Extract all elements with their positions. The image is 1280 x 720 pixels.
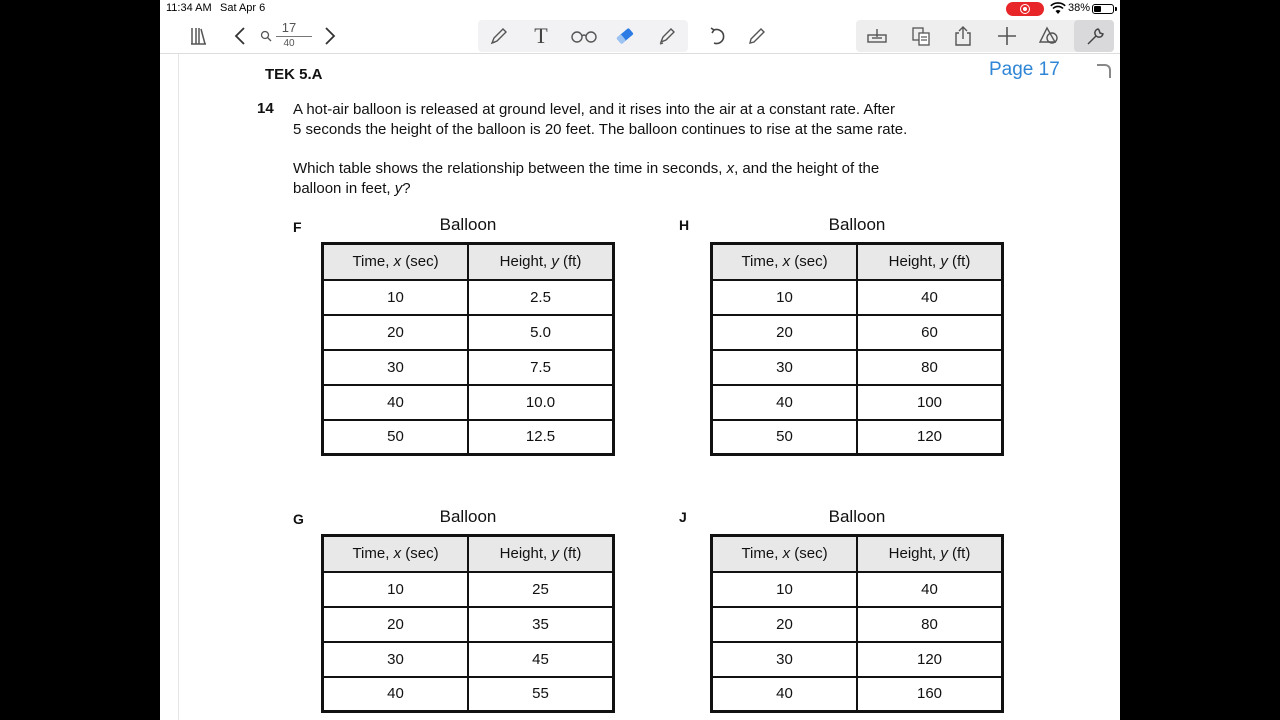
cell-height: 35 — [468, 607, 614, 642]
cell-height: 120 — [857, 420, 1003, 455]
cell-height: 60 — [857, 315, 1003, 350]
cell-time: 30 — [323, 350, 469, 385]
header-height: Height, y (ft) — [857, 536, 1003, 572]
cell-time: 40 — [712, 677, 858, 712]
table-row — [323, 280, 614, 315]
share-icon[interactable] — [950, 24, 976, 48]
back-chevron-icon[interactable] — [228, 24, 254, 48]
question-prompt — [293, 159, 1053, 199]
pen-icon[interactable] — [486, 24, 512, 48]
cell-height: 45 — [468, 642, 614, 677]
question-line-1: A hot-air balloon is released at ground level, and it rises into the air at a constant rate. After — [293, 101, 896, 118]
table-row — [712, 420, 1003, 455]
table-title-h: Balloon — [828, 215, 886, 234]
undo-icon[interactable] — [704, 24, 730, 48]
cell-height: 40 — [857, 280, 1003, 315]
cell-time: 30 — [712, 350, 858, 385]
cell-time: 50 — [323, 420, 469, 455]
highlighter-icon[interactable] — [654, 24, 680, 48]
table-row — [712, 315, 1003, 350]
choice-letter-h[interactable]: H — [679, 217, 690, 233]
table-row — [712, 677, 1003, 712]
table-row — [712, 607, 1003, 642]
cell-time: 10 — [323, 572, 469, 607]
table-row — [712, 385, 1003, 420]
cell-height: 25 — [468, 572, 614, 607]
header-height: Height, y (ft) — [468, 536, 614, 572]
search-icon[interactable] — [260, 30, 272, 42]
cell-time: 20 — [323, 607, 469, 642]
question-number: 14 — [257, 100, 274, 117]
screen-record-icon[interactable] — [1006, 2, 1044, 16]
choice-letter-g[interactable]: G — [293, 511, 304, 527]
prompt-part: balloon in feet, — [293, 180, 395, 197]
table-row — [712, 350, 1003, 385]
cell-height: 5.0 — [468, 315, 614, 350]
cell-time: 30 — [323, 642, 469, 677]
choice-letter-f[interactable]: F — [293, 219, 302, 235]
page-indicator[interactable] — [256, 19, 314, 53]
cell-height: 55 — [468, 677, 614, 712]
reading-glasses-icon[interactable] — [568, 24, 600, 48]
table-row — [323, 607, 614, 642]
tek-heading: TEK 5.A — [265, 66, 323, 83]
cell-time: 20 — [323, 315, 469, 350]
cell-height: 2.5 — [468, 280, 614, 315]
choice-letter-j[interactable]: J — [679, 509, 687, 525]
table-title-f: Balloon — [439, 215, 497, 234]
cell-time: 10 — [712, 572, 858, 607]
page-label: Page 17 — [989, 59, 1060, 80]
page-current: 17 — [281, 20, 297, 35]
cell-time: 30 — [712, 642, 858, 677]
cell-height: 120 — [857, 642, 1003, 677]
cell-time: 40 — [323, 677, 469, 712]
prompt-var-y: y — [394, 180, 403, 197]
table-choice-j — [710, 534, 1004, 713]
library-icon[interactable] — [186, 24, 212, 48]
header-height: Height, y (ft) — [468, 244, 614, 280]
header-height: Height, y (ft) — [857, 244, 1003, 280]
status-time: 11:34 AM — [166, 2, 212, 14]
settings-wrench-icon[interactable] — [1082, 24, 1108, 48]
table-row — [712, 572, 1003, 607]
table-choice-h — [710, 242, 1004, 456]
toolbar — [160, 18, 1120, 54]
cell-height: 160 — [857, 677, 1003, 712]
cell-time: 20 — [712, 315, 858, 350]
table-header-row — [323, 536, 614, 572]
forward-chevron-icon[interactable] — [316, 24, 342, 48]
table-row — [323, 642, 614, 677]
battery-percent: 38% — [1068, 2, 1091, 14]
table-row — [323, 315, 614, 350]
table-header-row — [712, 244, 1003, 280]
cell-time: 10 — [323, 280, 469, 315]
prompt-var-x: x — [726, 160, 735, 177]
edit-pencil-icon[interactable] — [744, 24, 770, 48]
table-row — [323, 677, 614, 712]
table-row — [323, 572, 614, 607]
cell-height: 80 — [857, 350, 1003, 385]
document-page — [178, 54, 1120, 720]
header-time: Time, x (sec) — [712, 536, 858, 572]
add-icon[interactable] — [994, 24, 1020, 48]
table-row — [323, 420, 614, 455]
cell-height: 40 — [857, 572, 1003, 607]
status-date: Sat Apr 6 — [220, 2, 266, 14]
prompt-part: , and the height of the — [734, 160, 880, 177]
table-title-j: Balloon — [828, 507, 886, 526]
table-row — [712, 642, 1003, 677]
clipboard-tray-icon[interactable] — [864, 24, 890, 48]
cell-time: 10 — [712, 280, 858, 315]
cell-height: 100 — [857, 385, 1003, 420]
question-line-2: 5 seconds the height of the balloon is 20 feet. The balloon continues to rise at the same rate. — [293, 121, 908, 138]
table-choice-g — [321, 534, 615, 713]
prompt-part: ? — [402, 180, 411, 197]
prompt-part: Which table shows the relationship between the time in seconds, — [293, 160, 727, 177]
eraser-icon[interactable] — [612, 24, 638, 48]
status-bar — [160, 0, 1120, 18]
cell-time: 40 — [712, 385, 858, 420]
cell-time: 40 — [323, 385, 469, 420]
table-row — [323, 350, 614, 385]
cell-time: 20 — [712, 607, 858, 642]
cell-time: 50 — [712, 420, 858, 455]
table-header-row — [712, 536, 1003, 572]
cell-height: 80 — [857, 607, 1003, 642]
shapes-icon[interactable] — [1036, 24, 1062, 48]
table-header-row — [323, 244, 614, 280]
page-total: 40 — [283, 38, 295, 49]
cell-height: 7.5 — [468, 350, 614, 385]
table-row — [323, 385, 614, 420]
header-time: Time, x (sec) — [712, 244, 858, 280]
text-tool-icon[interactable]: T — [534, 23, 548, 48]
cell-height: 12.5 — [468, 420, 614, 455]
header-time: Time, x (sec) — [323, 244, 469, 280]
document-scan-icon[interactable] — [908, 24, 934, 48]
header-time: Time, x (sec) — [323, 536, 469, 572]
question-stem — [293, 100, 1053, 140]
table-row — [712, 280, 1003, 315]
battery-icon — [1092, 4, 1114, 14]
wifi-icon — [1050, 2, 1066, 15]
page-corner-marker-icon — [1097, 64, 1111, 78]
cell-height: 10.0 — [468, 385, 614, 420]
table-title-g: Balloon — [439, 507, 497, 526]
ipad-screen — [160, 0, 1120, 720]
table-choice-f — [321, 242, 615, 456]
